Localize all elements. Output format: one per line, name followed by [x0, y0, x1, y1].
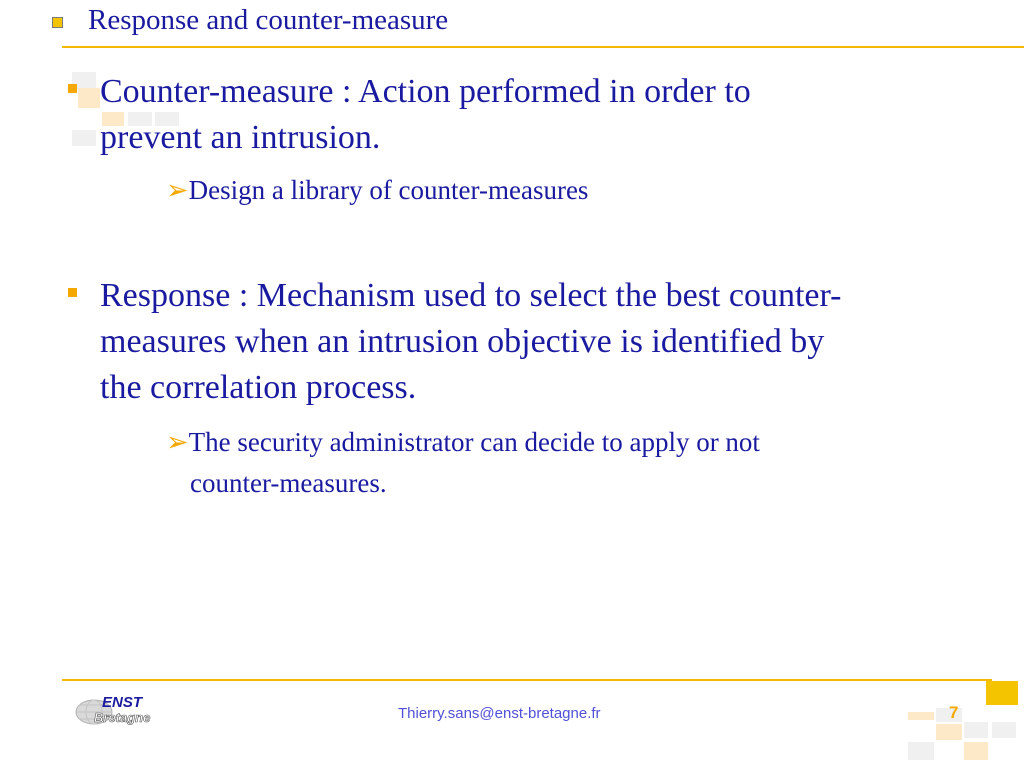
- footer-email: Thierry.sans@enst-bretagne.fr: [398, 705, 601, 722]
- title-divider: [62, 46, 1024, 48]
- logo-text-top: ENST: [102, 694, 143, 711]
- bullet-1-line-1: Counter-measure : Action performed in order to: [100, 73, 751, 110]
- decor-square: [964, 722, 988, 738]
- decor-square: [72, 130, 96, 146]
- bullet-1-line-2: prevent an intrusion.: [100, 119, 381, 156]
- bullet-2-line-1: Response : Mechanism used to select the best counter-: [100, 277, 842, 314]
- bullet-2-line-2: measures when an intrusion objective is identified by: [100, 323, 825, 360]
- bullet-2-sub-line-2: counter-measures.: [190, 468, 387, 498]
- title-bullet-icon: [52, 17, 63, 28]
- bullet-2-sub-line-1: The security administrator can decide to apply or not: [188, 427, 760, 457]
- bullet-2-line-3: the correlation process.: [100, 369, 417, 406]
- decor-square: [986, 681, 1018, 705]
- arrow-bullet-icon: ➢: [166, 175, 189, 205]
- bullet-1-sub-item: [166, 170, 588, 211]
- decor-square: [964, 742, 988, 760]
- slide-title: Response and counter-measure: [88, 4, 449, 36]
- footer-divider: [62, 679, 992, 681]
- decor-square: [908, 742, 934, 760]
- enst-bretagne-logo: [72, 692, 167, 732]
- bullet-2-sub-item: [166, 422, 760, 463]
- bullet-marker: [68, 84, 77, 93]
- decor-square: [78, 88, 100, 108]
- bullet-marker: [68, 288, 77, 297]
- decor-square: [992, 722, 1016, 738]
- arrow-bullet-icon: ➢: [166, 427, 189, 457]
- logo-text-bottom: Bretagne: [94, 710, 151, 725]
- decor-square: [908, 712, 934, 720]
- decor-square: [936, 724, 962, 740]
- bullet-1-sub-line-1: Design a library of counter-measures: [188, 175, 589, 205]
- page-number: 7: [949, 703, 959, 722]
